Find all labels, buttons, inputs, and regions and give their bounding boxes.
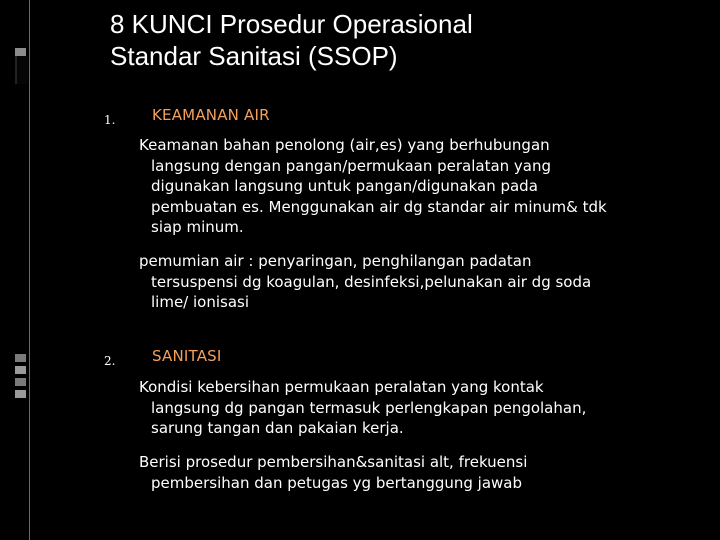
left-divider-line <box>29 0 30 540</box>
text-line: Keamanan bahan penolong (air,es) yang berhubungan <box>139 136 550 154</box>
text-line: digunakan langsung untuk pangan/digunakan pada <box>151 177 538 195</box>
text-line: tersuspensi dg koagulan, desinfeksi,pelunakan air dg soda <box>151 272 592 291</box>
item-2-paragraph-2 <box>139 452 709 493</box>
text-line: pembuatan es. Menggunakan air dg standar air minum& tdk <box>151 197 607 216</box>
item-1-number: 1. <box>104 113 116 127</box>
item-2-paragraph-1 <box>139 377 709 439</box>
text-line: pemumian air : penyaringan, penghilangan padatan <box>139 252 532 270</box>
text-line: siap minum. <box>151 218 244 236</box>
item-2-number: 2. <box>104 354 116 368</box>
text-line: Kondisi kebersihan permukaan peralatan yang kontak <box>139 378 544 396</box>
decor-bar-gray-4 <box>15 390 26 398</box>
decor-bar-black <box>15 56 28 84</box>
item-2-heading: SANITASI <box>152 347 222 365</box>
decor-bar-gray-2 <box>15 366 26 374</box>
text-line: Berisi prosedur pembersihan&sanitasi alt, frekuensi <box>139 453 528 471</box>
text-line: lime/ ionisasi <box>151 293 250 311</box>
slide-title <box>110 8 710 72</box>
text-line: langsung dengan pangan/permukaan peralatan yang <box>151 156 552 175</box>
item-1-heading: KEAMANAN AIR <box>152 106 270 124</box>
text-line: langsung dg pangan termasuk perlengkapan pengolahan, <box>151 398 587 417</box>
item-1-paragraph-2 <box>139 251 709 313</box>
decor-bar-top-gray <box>15 48 26 56</box>
text-line: pembersihan dan petugas yg bertanggung jawab <box>151 473 523 492</box>
item-1-paragraph-1 <box>139 135 709 238</box>
text-line: sarung tangan dan pakaian kerja. <box>151 419 404 437</box>
decor-bar-gray-1 <box>15 354 26 362</box>
decor-bar-gray-3 <box>15 378 26 386</box>
slide-title-line-1: 8 KUNCI Prosedur Operasional <box>110 9 473 39</box>
slide-title-line-2: Standar Sanitasi (SSOP) <box>110 41 398 71</box>
